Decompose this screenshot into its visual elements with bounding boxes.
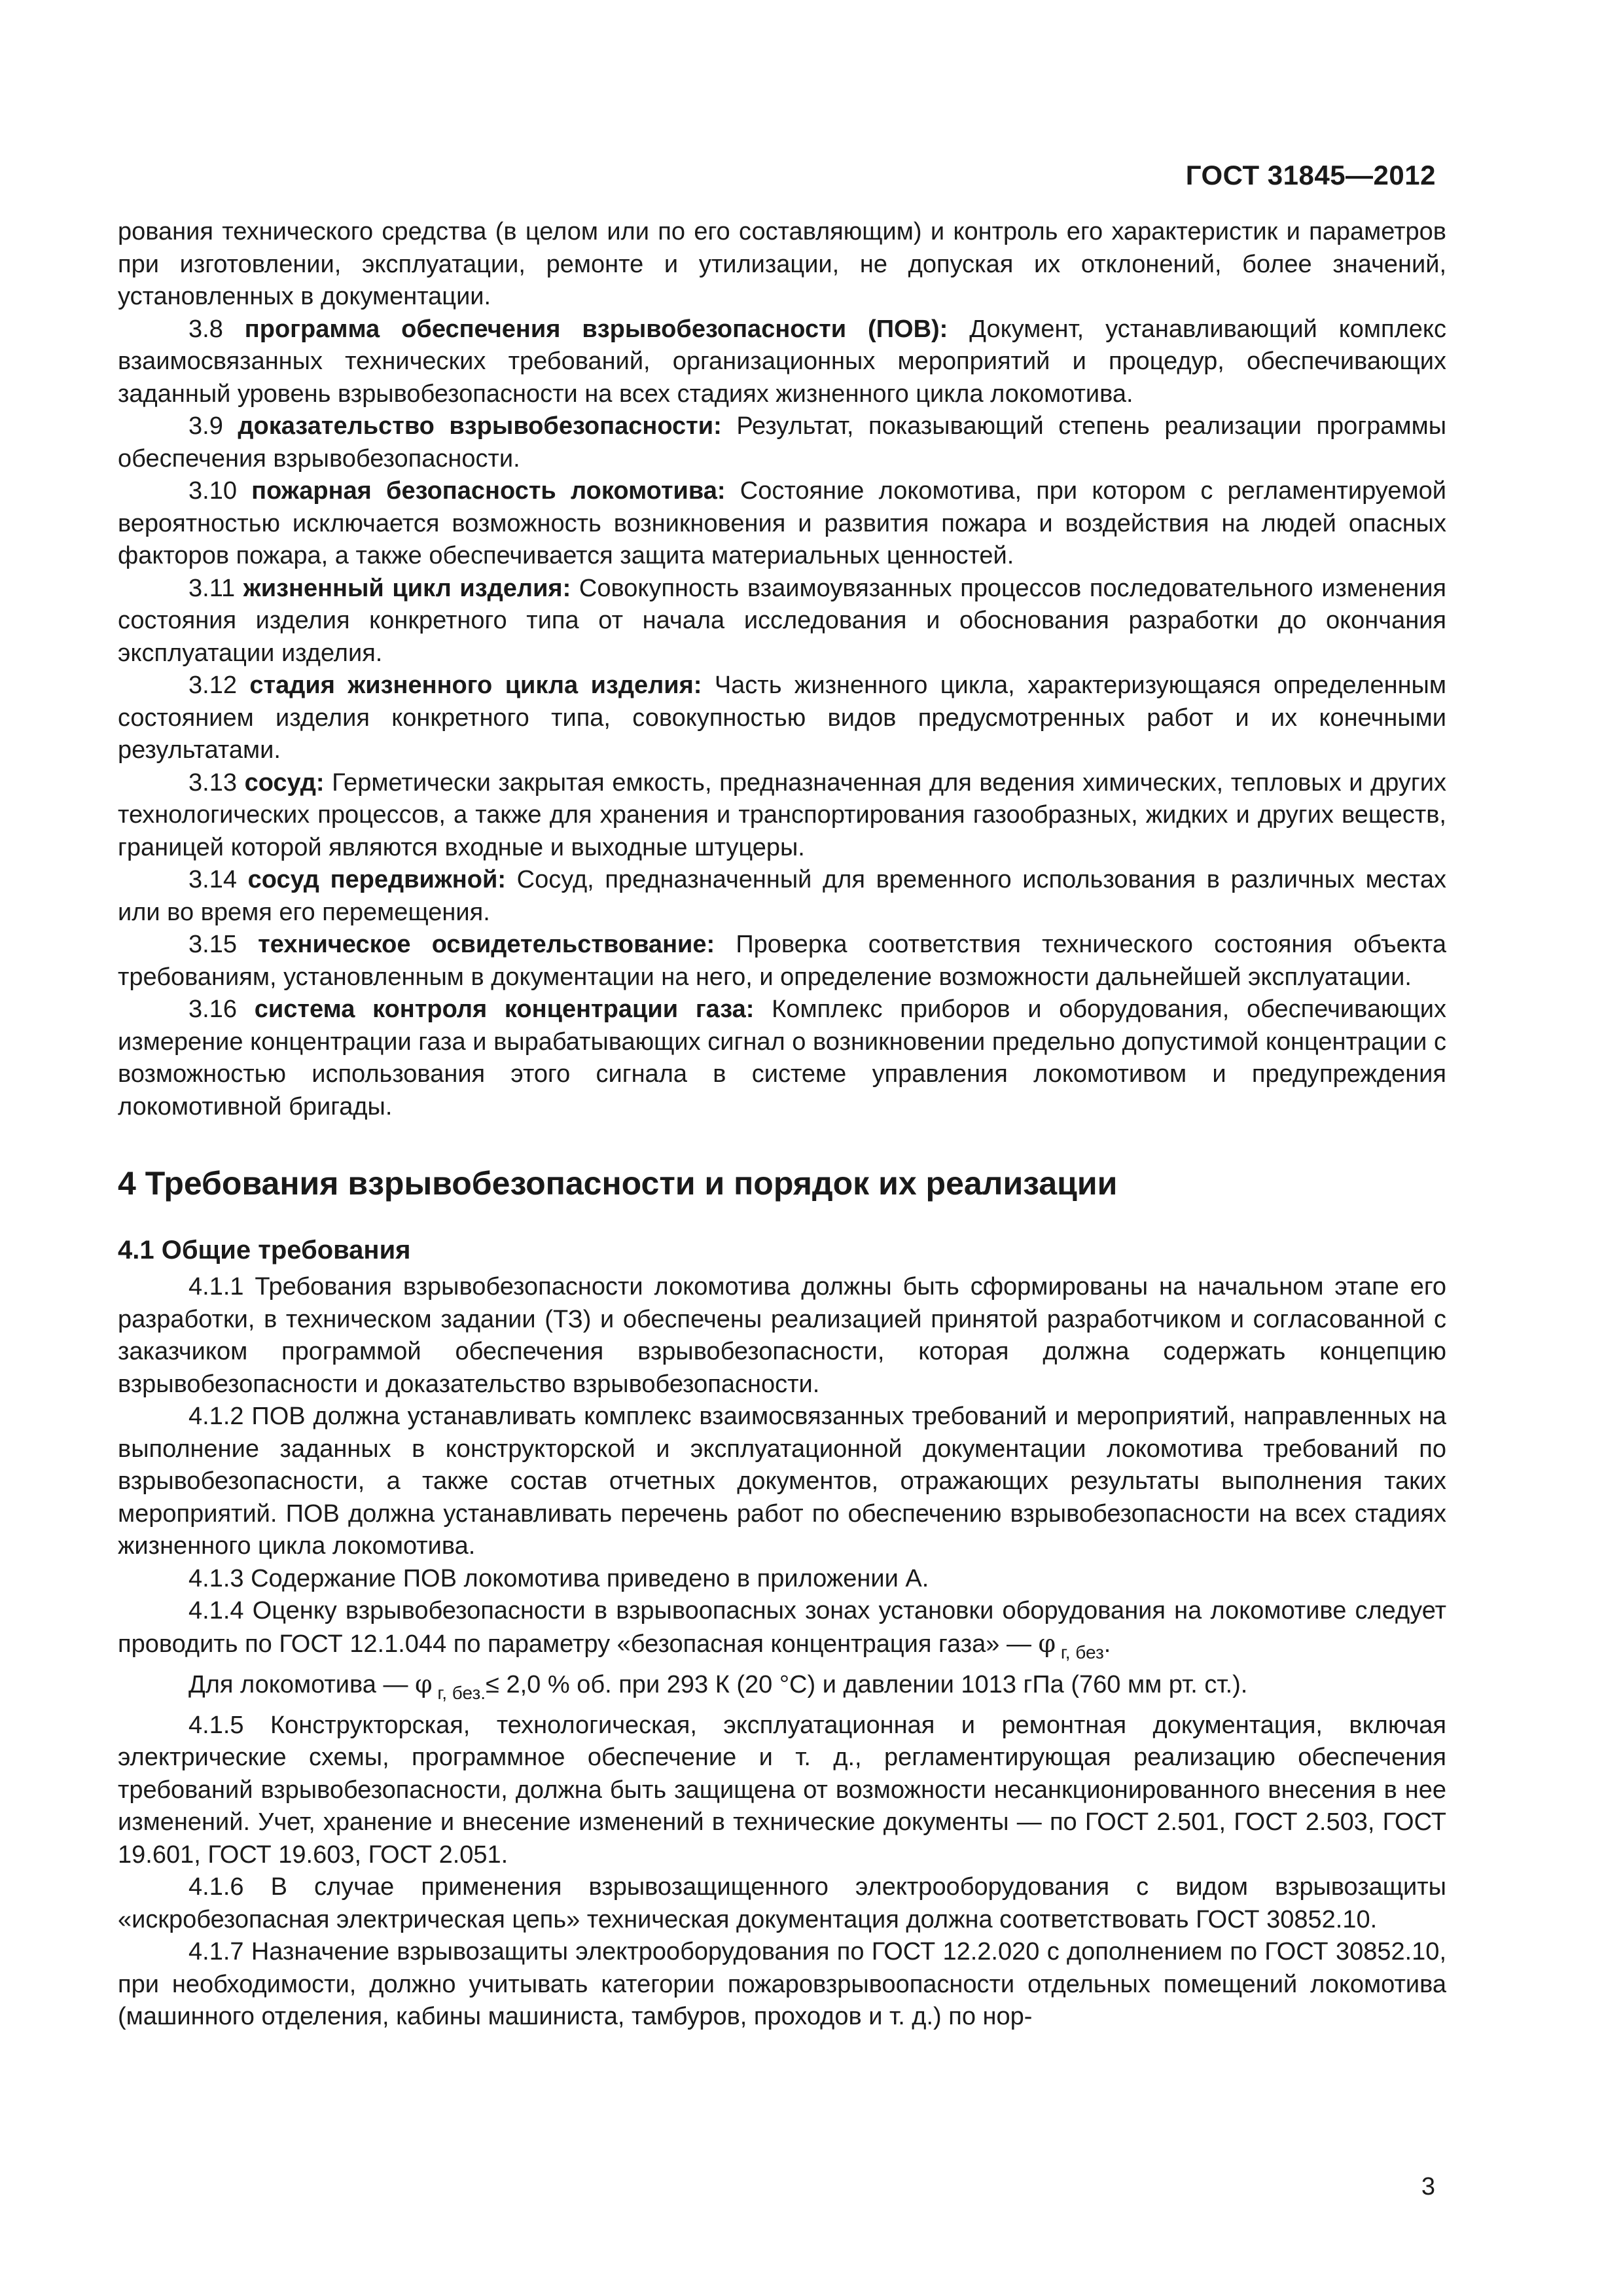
definition-number: 3.12 <box>188 672 237 699</box>
definition-number: 3.15 <box>188 931 237 958</box>
definition-term: доказательство взрывобезопасности: <box>238 412 722 440</box>
definition-term: сосуд: <box>244 768 325 797</box>
definition-term: сосуд передвижной: <box>247 866 506 893</box>
definition-number: 3.16 <box>188 996 237 1023</box>
definition-text: Герметически закрытая емкость, предназначенная для ведения химических, тепловых и других технологических процессов, а также для хранения и транспортирования газообразных, жидких и других веществ, границей которой являются входные и выходные штуцеры. <box>118 768 1446 861</box>
definition-number: 3.11 <box>188 574 236 602</box>
page-number: 3 <box>1421 2173 1435 2200</box>
subscript-text: г, без <box>1060 1641 1104 1662</box>
definition-term: система контроля концентрации газа: <box>254 996 755 1023</box>
page-body <box>118 216 1446 2034</box>
definition-3-14 <box>118 864 1446 929</box>
definition-text: Комплекс приборов и оборудования, обеспечивающих измерение концентрации газа и вырабатывающих сигнал о возникновении предельно допустимой концентрации с возможностью использования этого сигнала в системе управления локомотивом и предупреждения локомотивной бригады. <box>118 996 1446 1121</box>
definition-3-11 <box>118 573 1446 670</box>
definition-text: Сосуд, предназначенный для временного использования в различных местах или во время его перемещения. <box>118 866 1447 926</box>
definition-3-8 <box>118 314 1446 411</box>
definition-number: 3.13 <box>188 768 237 797</box>
definition-text: Состояние локомотива, при котором с регламентируемой вероятностью исключается возможность возникновения и развития пожара и воздействия на людей опасных факторов пожара, а также обеспечивается защита материальных ценностей. <box>118 477 1446 569</box>
definition-text: Результат, показывающий степень реализации программы обеспечения взрывобезопасности. <box>118 412 1447 473</box>
requirement-4-1-4-limit <box>118 1668 1446 1710</box>
definition-term: пожарная безопасность локомотива: <box>251 477 726 505</box>
requirement-4-1-7: 4.1.7 Назначение взрывозащиты электрооборудования по ГОСТ 12.2.020 с дополнением по ГОСТ 30852.10, при необходимости, должно учитывать категории пожаровзрывоопасности отдельных помещений локомотива (машинного отделения, кабины машиниста, тамбуров, проходов и т. д.) по нор- <box>118 1938 1446 2030</box>
requirement-4-1-5: 4.1.5 Конструкторская, технологическая, эксплуатационная и ремонтная документация, включая электрические схемы, программное обеспечение и т. д., регламентирующая реализацию обеспечения требований взрывобезопасности, должна быть защищена от возможности несанкционированного внесения в нее изменений. Учет, хранение и внесение изменений в технические документы — по ГОСТ 2.501, ГОСТ 2.503, ГОСТ 19.601, ГОСТ 19.603, ГОСТ 2.051. <box>118 1711 1446 1869</box>
limit-prefix: Для локомотива — <box>188 1671 408 1698</box>
definition-number: 3.8 <box>188 315 223 343</box>
definition-text: Часть жизненного цикла, характеризующаяся определенным состоянием изделия конкретного типа, совокупностью видов предусмотренных работ и их конечными результатами. <box>118 672 1446 764</box>
phi-subscript <box>1056 1642 1104 1662</box>
document-code-header: ГОСТ 31845—2012 <box>1185 160 1436 190</box>
phi-symbol: φ <box>1038 1628 1056 1658</box>
requirement-4-1-4 <box>118 1595 1446 1668</box>
continued-paragraph: рования технического средства (в целом или по его составляющим) и контроль его характеристик и параметров при изготовлении, эксплуатации, ремонте и утилизации, не допуская их отклонений, более значений, установленных в документации. <box>118 218 1446 310</box>
definition-number: 3.9 <box>188 412 223 440</box>
definition-3-12 <box>118 670 1446 767</box>
definition-number: 3.10 <box>188 477 237 505</box>
definition-number: 3.14 <box>188 866 237 893</box>
definition-term: программа обеспечения взрывобезопасности (ПОВ): <box>244 315 948 343</box>
requirement-4-1-3: 4.1.3 Содержание ПОВ локомотива приведено в приложении А. <box>188 1564 929 1592</box>
limit-value: ≤ 2,0 % об. при 293 К (20 °С) и давлении 1013 гПа (760 мм рт. ст.). <box>486 1671 1248 1698</box>
definition-term: жизненный цикл изделия: <box>243 574 571 602</box>
definition-text: Документ, устанавливающий комплекс взаимосвязанных технических требований, организационных мероприятий и процедур, обеспечивающих заданный уровень взрывобезопасности на всех стадиях жизненного цикла локомотива. <box>118 315 1446 408</box>
definition-term: техническое освидетельствование: <box>258 931 715 958</box>
definition-3-15 <box>118 929 1446 994</box>
section-heading: 4 Требования взрывобезопасности и порядок их реализации <box>118 1165 1118 1202</box>
definition-3-10 <box>118 475 1446 573</box>
phi-symbol: φ <box>415 1670 433 1698</box>
phi-subscript <box>433 1683 486 1703</box>
requirement-4-1-1: 4.1.1 Требования взрывобезопасности локомотива должны быть сформированы на начальном этапе его разработки, в техническом задании (ТЗ) и обеспечены реализацией принятой разработчиком и согласованной с заказчиком программой обеспечения взрывобезопасности, которая должна содержать концепцию взрывобезопасности и доказательство взрывобезопасности. <box>118 1273 1446 1398</box>
subsection-heading: 4.1 Общие требования <box>118 1236 411 1265</box>
definition-term: стадия жизненного цикла изделия: <box>249 672 702 699</box>
definition-3-9 <box>118 410 1446 475</box>
definition-text: Проверка соответствия технического состояния объекта требованиям, установленным в документации на него, и определение возможности дальнейшей эксплуатации. <box>118 931 1446 991</box>
definition-text: Совокупность взаимоувязанных процессов последовательного изменения состояния изделия конкретного типа от начала исследования и обоснования разработки до окончания эксплуатации изделия. <box>118 574 1447 667</box>
definition-3-16 <box>118 994 1446 1123</box>
definition-3-13 <box>118 767 1446 865</box>
requirement-4-1-2: 4.1.2 ПОВ должна устанавливать комплекс взаимосвязанных требований и мероприятий, направленных на выполнение заданных в конструкторской и эксплуатационной документации локомотива требований по взрывобезопасности, а также состав отчетных документов, отражающих результаты выполнения таких мероприятий. ПОВ должна устанавливать перечень работ по обеспечению взрывобезопасности на всех стадиях жизненного цикла локомотива. <box>118 1403 1446 1560</box>
requirement-4-1-6: 4.1.6 В случае применения взрывозащищенного электрооборудования с видом взрывозащиты «искробезопасная электрическая цепь» техническая документация должна соответствовать ГОСТ 30852.10. <box>118 1873 1446 1933</box>
requirement-text: 4.1.4 Оценку взрывобезопасности в взрывоопасных зонах установки оборудования на локомотиве следует проводить по ГОСТ 12.1.044 по параметру «безопасная концентрация газа» — <box>118 1597 1446 1658</box>
sentence-end: . <box>1103 1630 1111 1658</box>
subscript-text: г, без. <box>437 1683 486 1703</box>
